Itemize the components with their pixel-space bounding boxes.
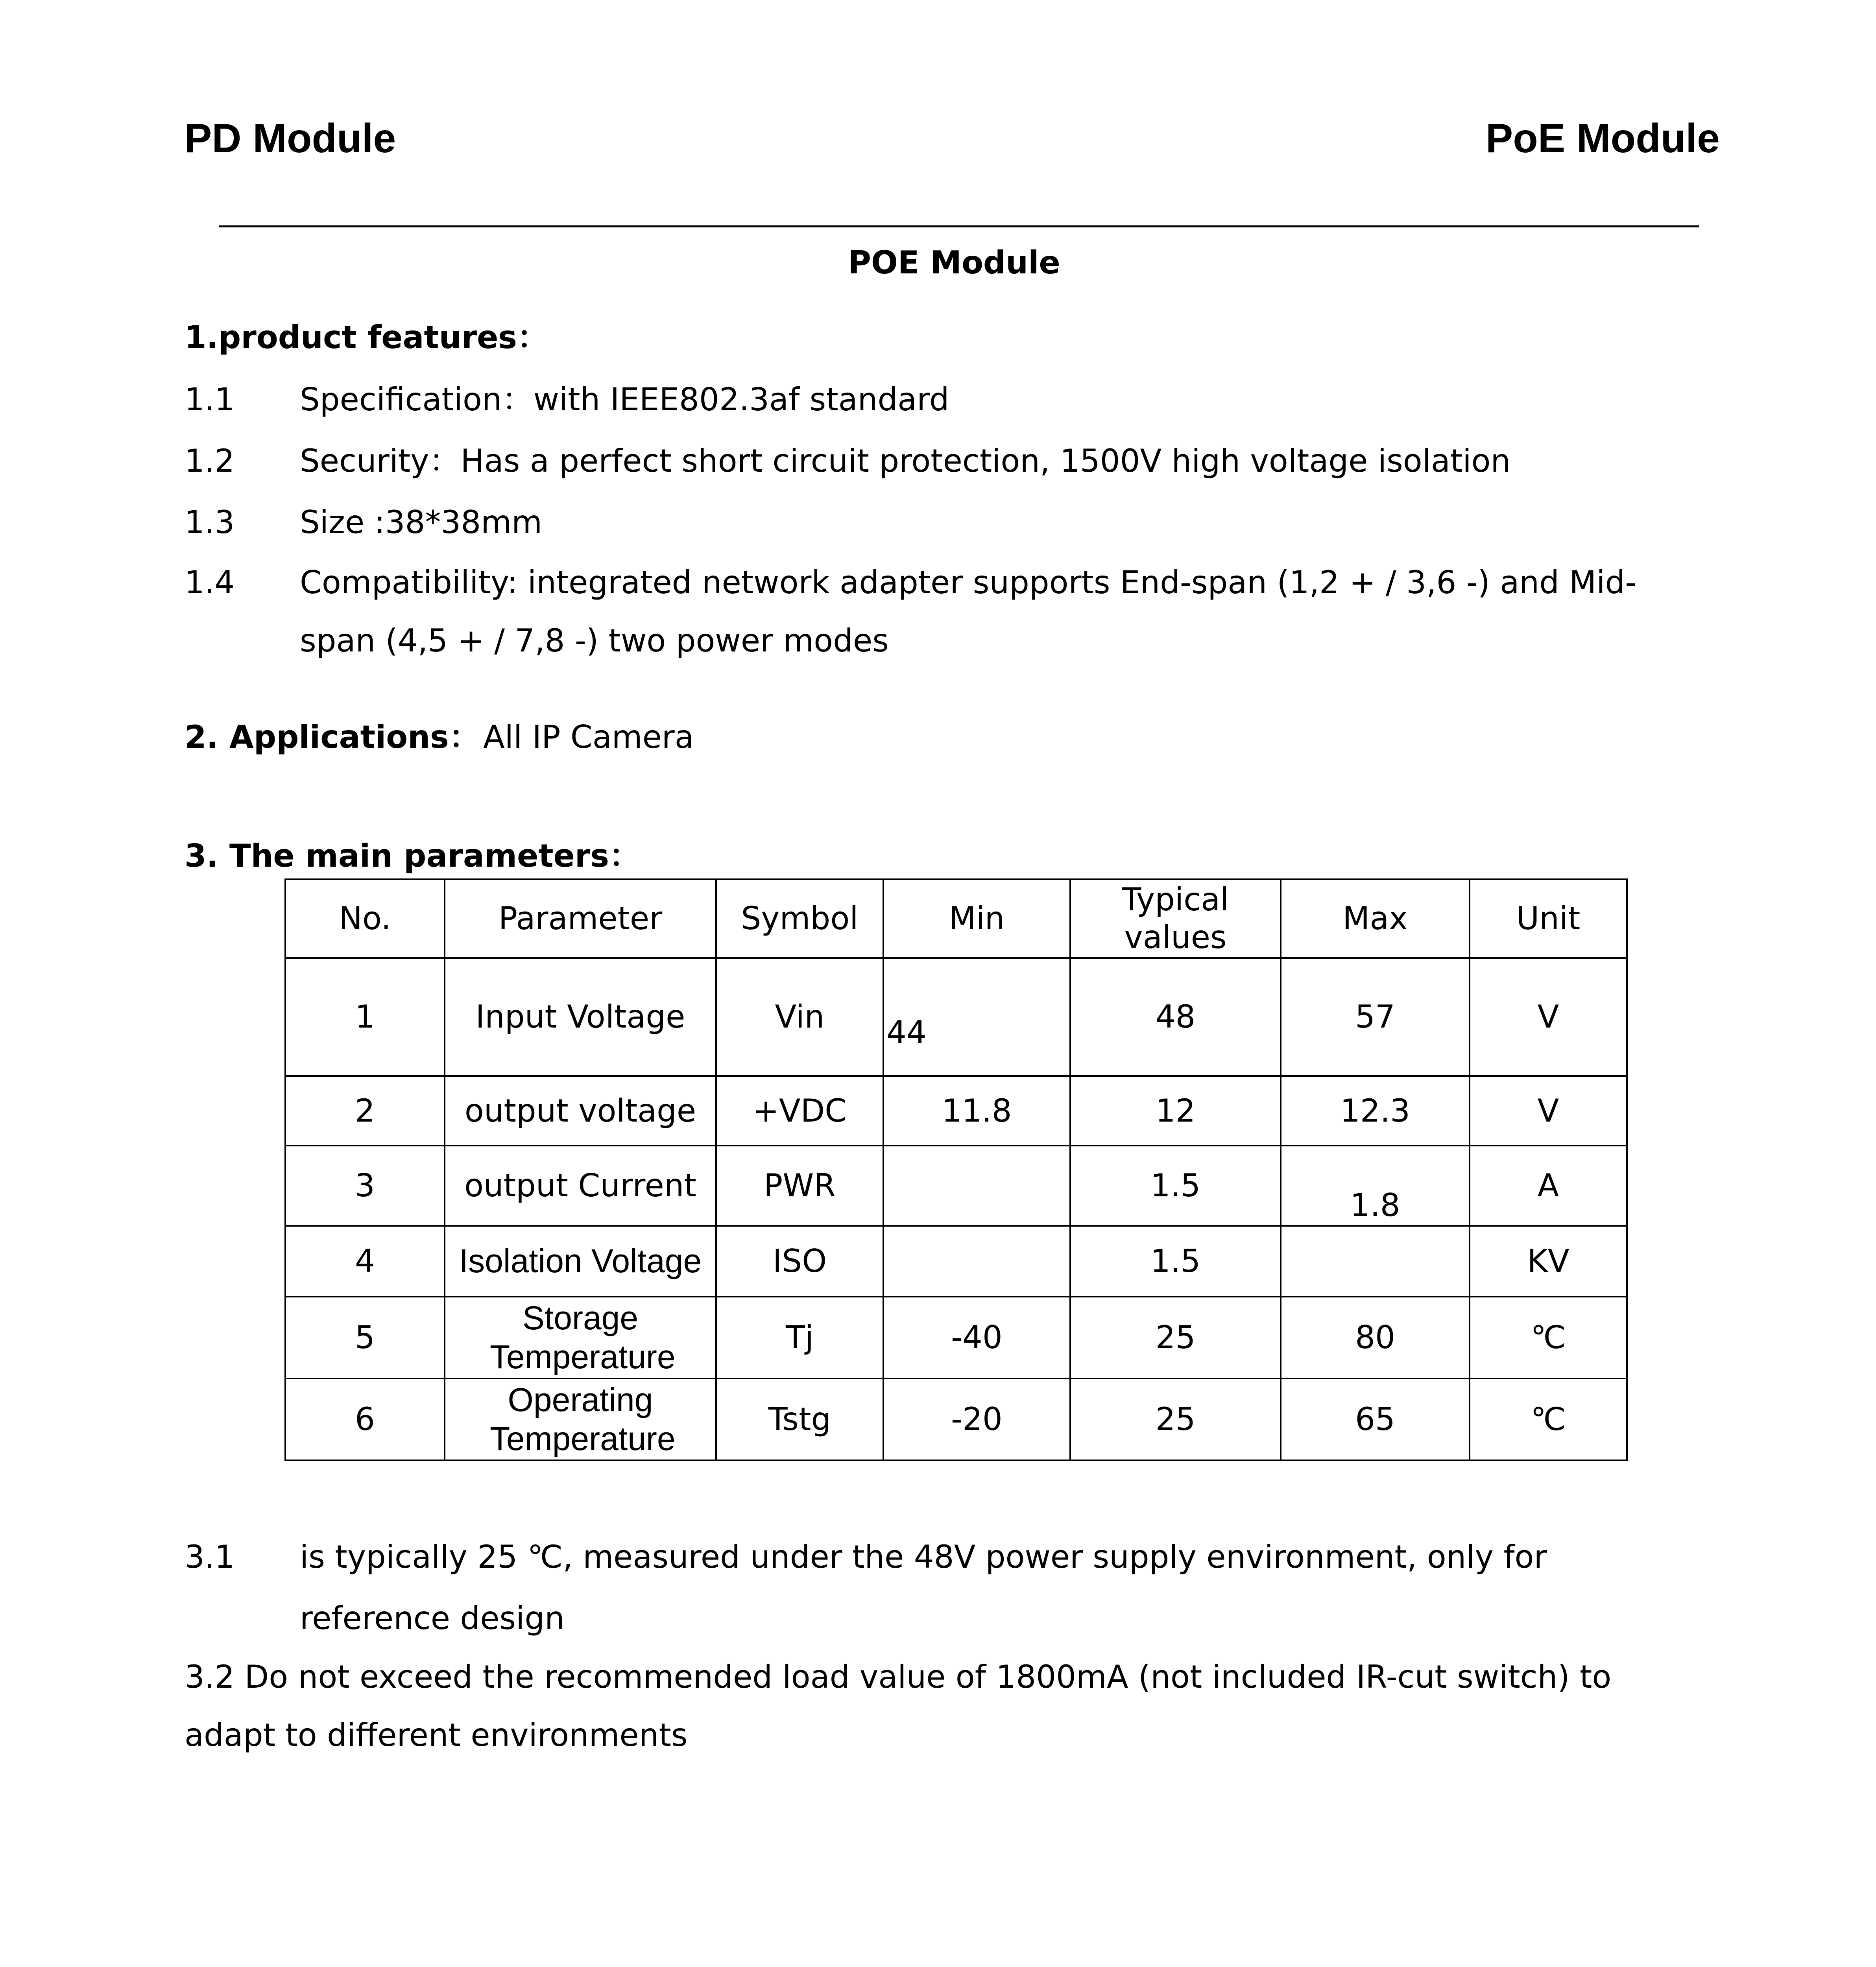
header-left-title: PD Module bbox=[185, 116, 396, 161]
parameters-table bbox=[284, 878, 1628, 1461]
cell-typical: 48 bbox=[1070, 958, 1281, 1076]
parameters-heading: 3. The main parameters： bbox=[185, 838, 641, 874]
cell-typical: 25 bbox=[1070, 1378, 1281, 1460]
cell-min: -40 bbox=[883, 1297, 1070, 1378]
cell-min bbox=[883, 1226, 1070, 1297]
feature-text: Security：Has a perfect short circuit protection, 1500V high voltage isolation bbox=[300, 443, 1511, 479]
column-header-symbol: Symbol bbox=[716, 879, 883, 958]
table-row bbox=[285, 1378, 1627, 1460]
column-header-no: No. bbox=[285, 879, 445, 958]
column-header-unit: Unit bbox=[1470, 879, 1627, 958]
cell-no: 2 bbox=[285, 1076, 445, 1146]
feature-number: 1.1 bbox=[185, 381, 235, 418]
cell-max bbox=[1281, 1226, 1470, 1297]
feature-text-continued: span (4,5 + / 7,8 -) two power modes bbox=[300, 622, 889, 659]
cell-max: 80 bbox=[1281, 1297, 1470, 1378]
table-row bbox=[285, 1297, 1627, 1378]
note-text: 3.2 Do not exceed the recommended load value of 1800mA (not included IR-cut switch) to bbox=[185, 1659, 1612, 1695]
cell-max: 12.3 bbox=[1281, 1076, 1470, 1146]
cell-min-value: 44 bbox=[886, 1014, 927, 1051]
cell-unit: ℃ bbox=[1470, 1378, 1627, 1460]
table-header-row bbox=[285, 879, 1627, 958]
feature-number: 1.4 bbox=[185, 564, 235, 601]
cell-parameter bbox=[445, 1378, 716, 1460]
cell-symbol: Tj bbox=[716, 1297, 883, 1378]
note-number: 3.1 bbox=[185, 1539, 235, 1575]
note-text-continued: adapt to different environments bbox=[185, 1717, 688, 1753]
cell-no: 1 bbox=[285, 958, 445, 1076]
cell-unit: ℃ bbox=[1470, 1297, 1627, 1378]
cell-symbol: Tstg bbox=[716, 1378, 883, 1460]
cell-unit: V bbox=[1470, 958, 1627, 1076]
cell-parameter: Isolation Voltage bbox=[445, 1226, 716, 1297]
table-row bbox=[285, 958, 1627, 1076]
feature-text: Compatibility: integrated network adapter supports End-span (1,2 + / 3,6 -) and Mid- bbox=[300, 564, 1637, 601]
cell-parameter: output voltage bbox=[445, 1076, 716, 1146]
cell-min bbox=[883, 1146, 1070, 1226]
cell-max-value: 1.8 bbox=[1350, 1187, 1400, 1223]
note-text: is typically 25 ℃, measured under the 48V power supply environment, only for bbox=[300, 1539, 1547, 1575]
cell-no: 6 bbox=[285, 1378, 445, 1460]
feature-text: Size :38*38mm bbox=[300, 504, 543, 541]
cell-parameter: Input Voltage bbox=[445, 958, 716, 1076]
cell-parameter bbox=[445, 1297, 716, 1378]
cell-symbol: +VDC bbox=[716, 1076, 883, 1146]
applications-heading: 2. Applications： bbox=[185, 719, 480, 755]
header-rule bbox=[219, 225, 1699, 227]
cell-no: 3 bbox=[285, 1146, 445, 1226]
cell-unit: KV bbox=[1470, 1226, 1627, 1297]
cell-typical: 25 bbox=[1070, 1297, 1281, 1378]
feature-text: Specification：with IEEE802.3af standard bbox=[300, 381, 949, 418]
cell-typical: 12 bbox=[1070, 1076, 1281, 1146]
column-header-typical bbox=[1070, 879, 1281, 958]
feature-number: 1.3 bbox=[185, 504, 235, 541]
cell-no: 5 bbox=[285, 1297, 445, 1378]
cell-symbol: PWR bbox=[716, 1146, 883, 1226]
column-header-typical-label: Typical values bbox=[1122, 881, 1229, 956]
cell-min: -20 bbox=[883, 1378, 1070, 1460]
cell-max bbox=[1281, 1146, 1470, 1226]
cell-max: 65 bbox=[1281, 1378, 1470, 1460]
cell-unit: V bbox=[1470, 1076, 1627, 1146]
cell-symbol: ISO bbox=[716, 1226, 883, 1297]
applications-value: All IP Camera bbox=[483, 719, 694, 755]
column-header-min: Min bbox=[883, 879, 1070, 958]
table-row bbox=[285, 1146, 1627, 1226]
note-text-continued: reference design bbox=[300, 1600, 565, 1637]
column-header-max: Max bbox=[1281, 879, 1470, 958]
cell-unit: A bbox=[1470, 1146, 1627, 1226]
column-header-parameter: Parameter bbox=[445, 879, 716, 958]
cell-parameter-label: Storage Temperature bbox=[490, 1299, 676, 1375]
cell-min bbox=[883, 958, 1070, 1076]
cell-parameter-label: Operating Temperature bbox=[490, 1381, 676, 1457]
features-heading: 1.product features： bbox=[185, 319, 549, 356]
table-row bbox=[285, 1226, 1627, 1297]
cell-min: 11.8 bbox=[883, 1076, 1070, 1146]
cell-symbol: Vin bbox=[716, 958, 883, 1076]
cell-no: 4 bbox=[285, 1226, 445, 1297]
cell-typical: 1.5 bbox=[1070, 1226, 1281, 1297]
table-row bbox=[285, 1076, 1627, 1146]
cell-typical: 1.5 bbox=[1070, 1146, 1281, 1226]
cell-max: 57 bbox=[1281, 958, 1470, 1076]
feature-number: 1.2 bbox=[185, 443, 235, 479]
document-title: POE Module bbox=[848, 244, 1060, 281]
cell-parameter: output Current bbox=[445, 1146, 716, 1226]
header-right-title: PoE Module bbox=[1485, 116, 1720, 161]
